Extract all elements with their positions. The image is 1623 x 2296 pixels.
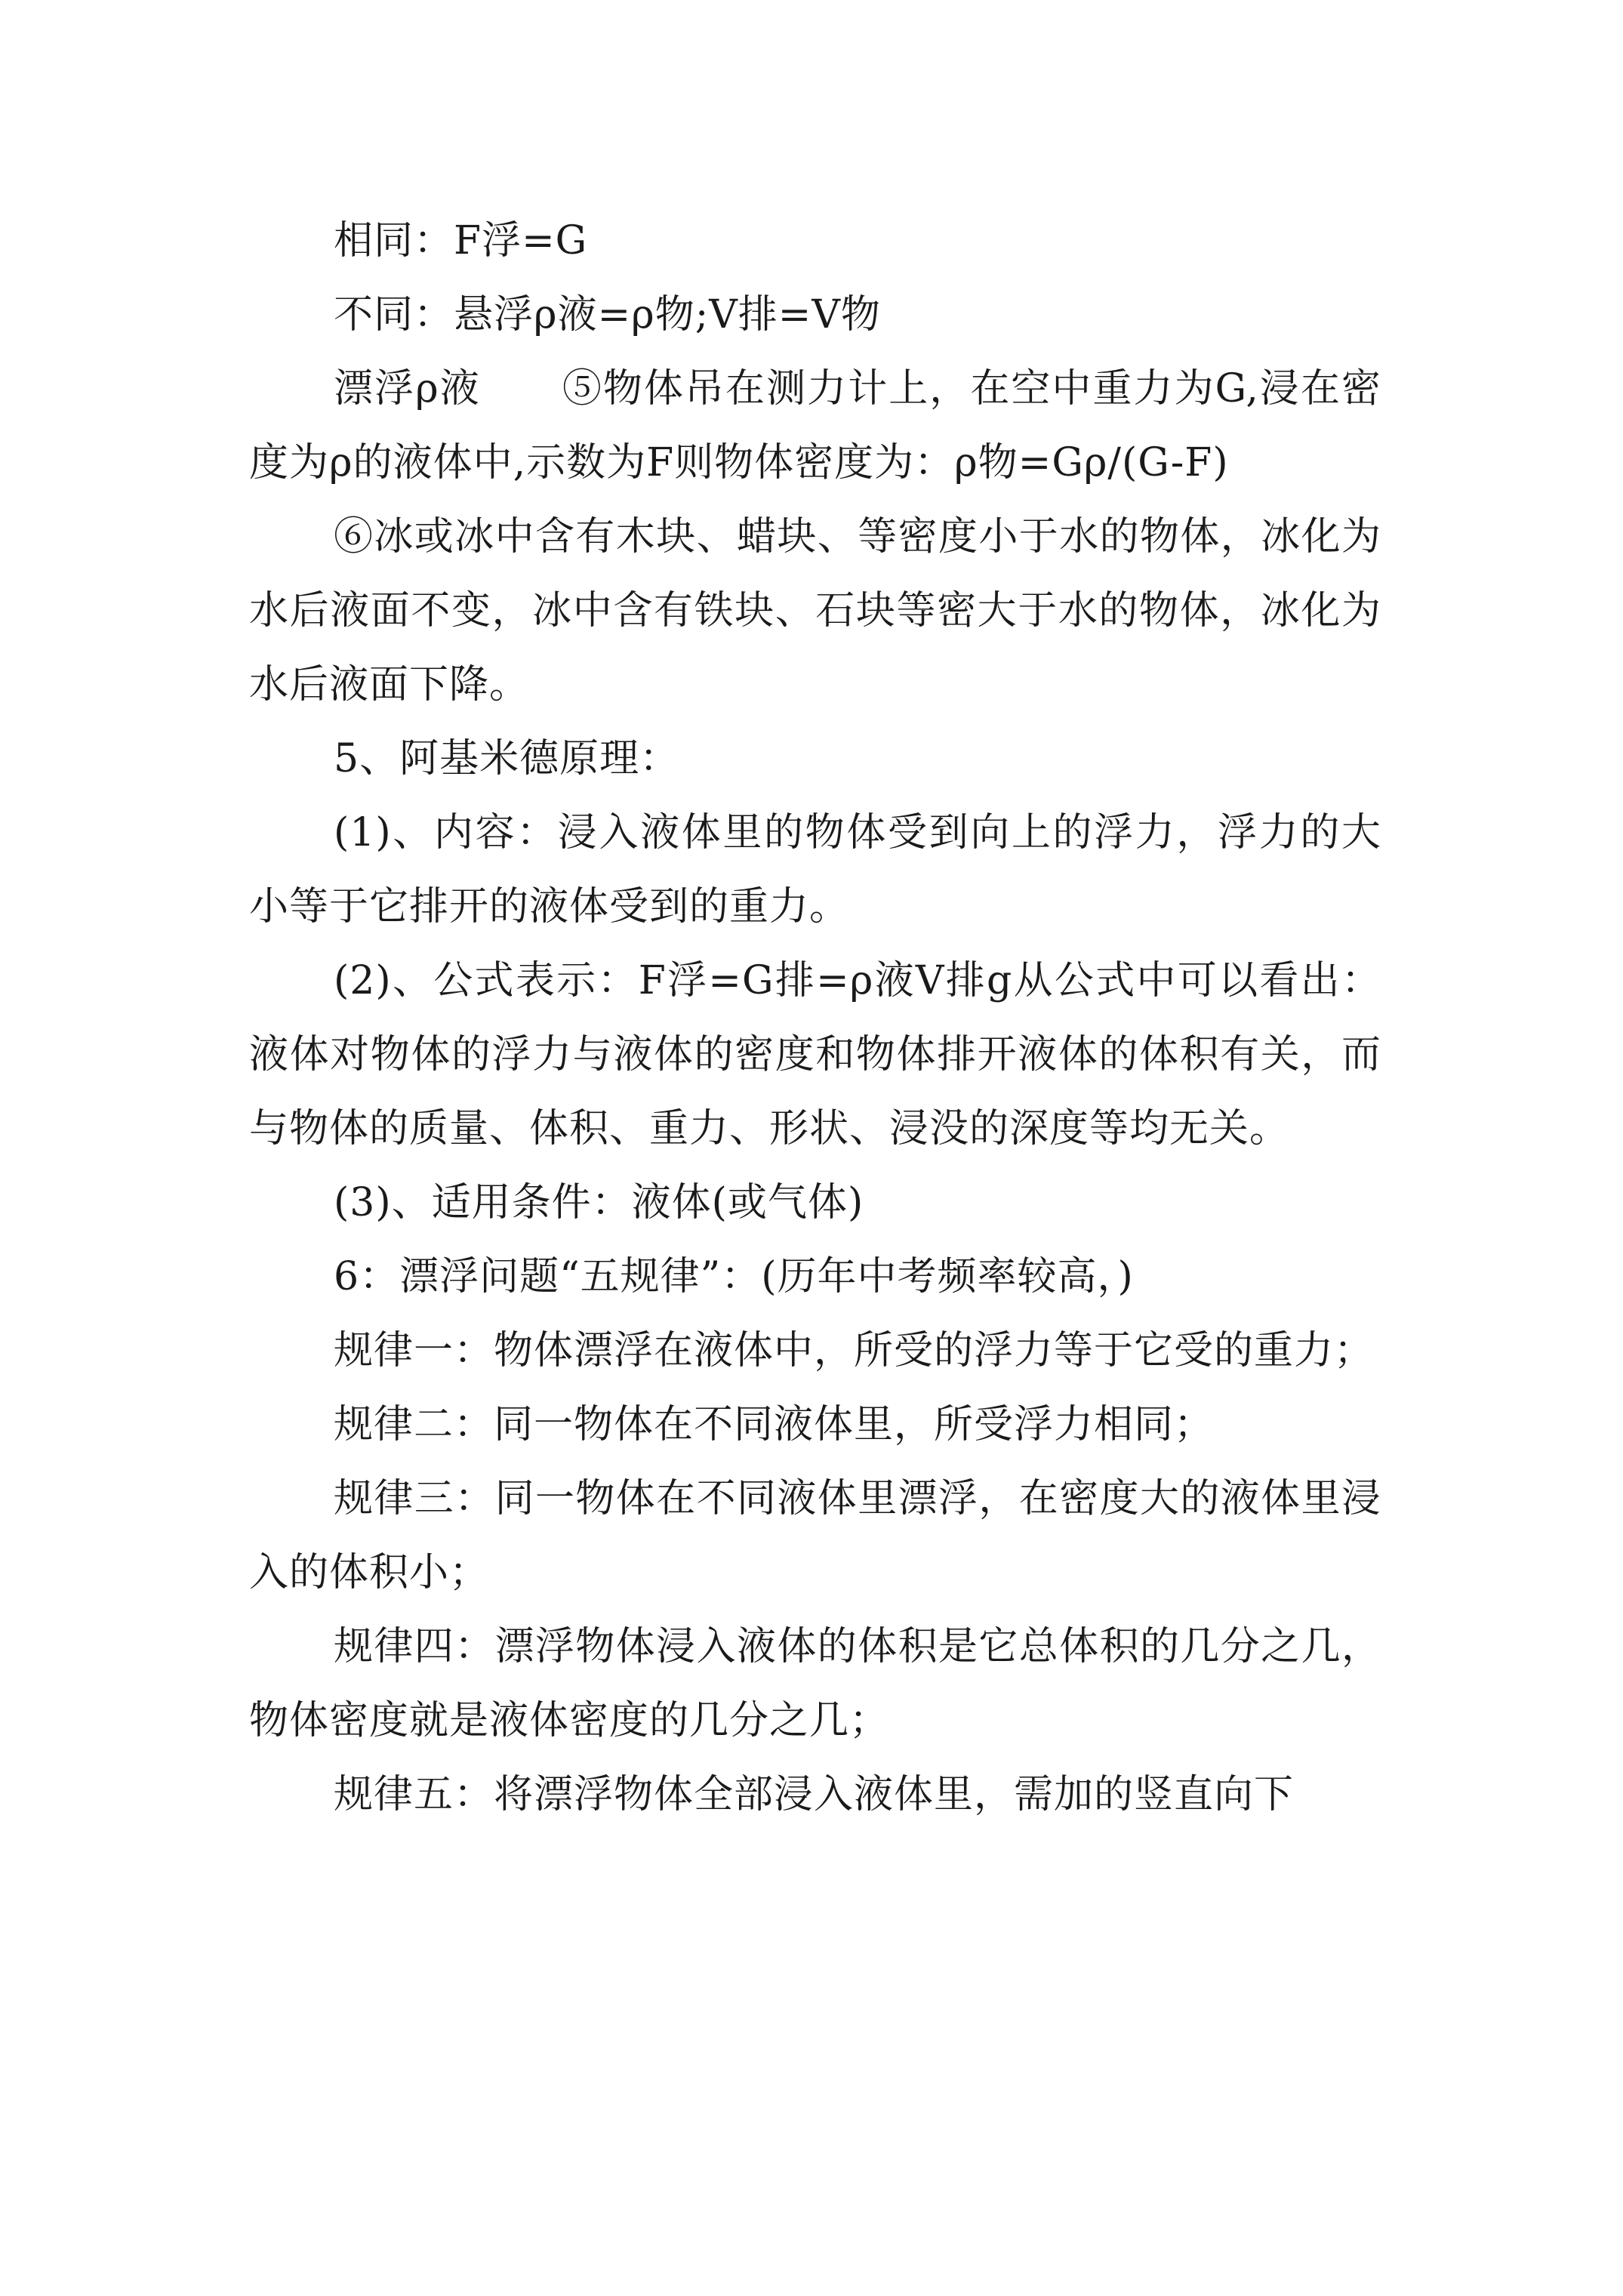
paragraph-density-formula: 漂浮ρ液 ⑤物体吊在测力计上，在空中重力为G,浸在密度为ρ的液体中,示数为F则物体密度为：ρ物=Gρ/(G-F) [249,366,1381,485]
paragraph-archimedes-content: (1)、内容：浸入液体里的物体受到向上的浮力，浮力的大小等于它排开的液体受到的重力。 [249,810,1381,929]
paragraph-rule-five: 规律五：将漂浮物体全部浸入液体里，需加的竖直向下 [334,1772,1295,1817]
paragraph-rule-two: 规律二：同一物体在不同液体里，所受浮力相同； [334,1402,1215,1447]
paragraph-rule-four: 规律四：漂浮物体浸入液体的体积是它总体积的几分之几，物体密度就是液体密度的几分之几； [249,1624,1381,1743]
section-heading-floating-rules: 6：漂浮问题“五规律”：(历年中考频率较高，) [334,1254,1134,1299]
paragraph-archimedes-formula: (2)、公式表示：F浮=G排=ρ液V排g从公式中可以看出：液体对物体的浮力与液体的密度和物体排开液体的体积有关，而与物体的质量、体积、重力、形状、浸没的深度等均无关。 [249,958,1381,1151]
paragraph-difference: 不同：悬浮ρ液=ρ物;V排=V物 [334,292,881,337]
section-heading-archimedes: 5、阿基米德原理： [334,736,680,781]
paragraph-rule-one: 规律一：物体漂浮在液体中，所受的浮力等于它受的重力； [334,1328,1375,1373]
paragraph-applicable-conditions: (3)、适用条件：液体(或气体) [334,1180,864,1225]
paragraph-ice-melting: ⑥冰或冰中含有木块、蜡块、等密度小于水的物体，冰化为水后液面不变，冰中含有铁块、石块等密大于水的物体，冰化为水后液面下降。 [249,514,1381,707]
document-body [249,204,1381,1832]
paragraph-rule-three: 规律三：同一物体在不同液体里漂浮，在密度大的液体里浸入的体积小； [249,1476,1381,1595]
paragraph-similarity: 相同：F浮=G [334,218,588,264]
